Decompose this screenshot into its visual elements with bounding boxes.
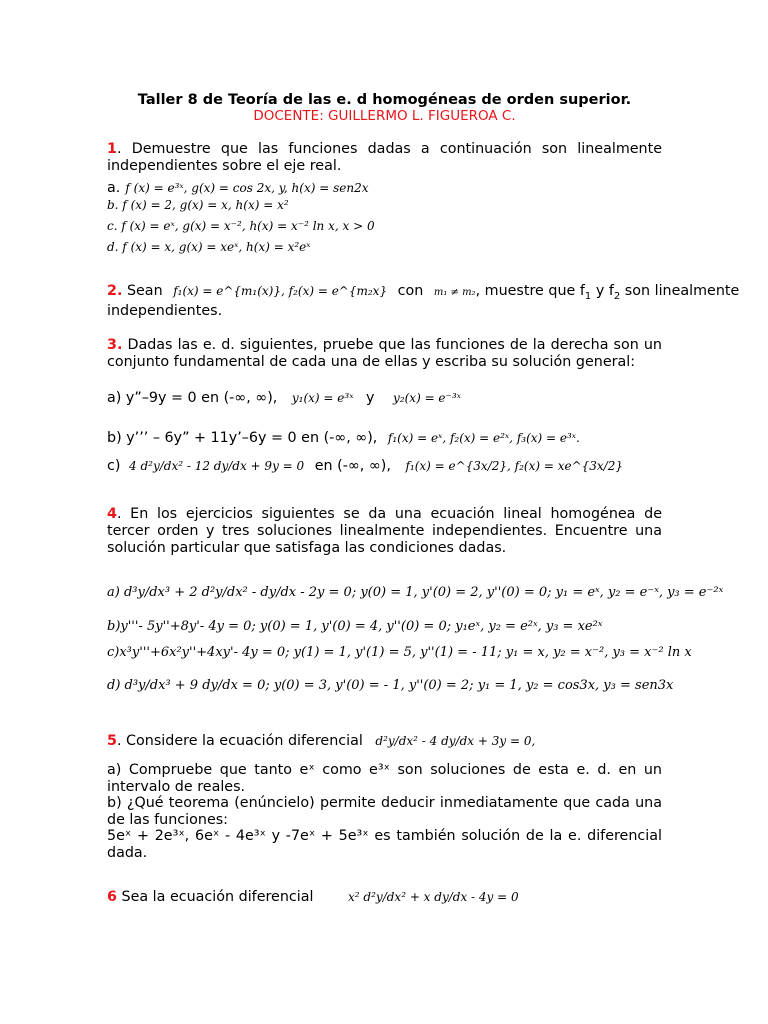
question-3 (107, 337, 662, 371)
item-y: y (366, 390, 375, 406)
question-text: Dadas las e. d. siguientes, pruebe que las funciones de la derecha son un conjunto fundamental de cada una de ellas y escriba su solución general: (107, 337, 662, 370)
item-label: c) (107, 458, 121, 474)
q3-item-a (107, 390, 461, 407)
q2-sub1: 1 (584, 290, 592, 302)
item-math-2: y₂(x) = e⁻³ˣ (393, 391, 461, 405)
item-label: a. (107, 180, 121, 196)
q5-combinations: 5eˣ + 2e³ˣ, 6eˣ - 4e³ˣ y -7eˣ + 5e³ˣ es también solución de la e. diferencial dada. (107, 828, 662, 861)
q2-rest2: y f (591, 283, 614, 299)
q2-sub2: 2 (613, 290, 621, 302)
question-number: 5 (107, 733, 117, 749)
question-number: 1 (107, 141, 117, 157)
item-math: f₁(x) = e^{3x/2}, f₂(x) = xe^{3x/2} (405, 459, 623, 473)
q1-item-d: d. f (x) = x, g(x) = xeˣ, h(x) = x²eˣ (107, 240, 311, 254)
teacher-name: DOCENTE: GUILLERMO L. FIGUEROA C. (253, 108, 516, 124)
q5-equation: d²y/dx² - 4 dy/dx + 3y = 0, (375, 734, 536, 748)
q1-item-a (107, 177, 368, 197)
question-number: 3. (107, 337, 123, 353)
item-math: y₁(x) = e³ˣ (291, 391, 354, 405)
question-6 (107, 889, 519, 906)
q2-line2: independientes. (107, 303, 223, 319)
question-5 (107, 733, 535, 750)
q4-item-c: c)x³y'''+6x²y''+4xy'- 4y = 0; y(1) = 1, y'(1) = 5, y''(1) = - 11; y₁ = x, y₂ = x⁻², y₃ = x⁻² ln x (107, 645, 692, 660)
question-text: Sean (126, 283, 163, 299)
item-math: f (x) = e³ˣ, g(x) = cos 2x, y, h(x) = sen2x (125, 181, 369, 195)
question-number: 4 (107, 506, 117, 522)
question-number: 6 (107, 889, 117, 905)
item-equation: 4 d²y/dx² - 12 dy/dx + 9y = 0 (129, 459, 305, 473)
page-title: Taller 8 de Teoría de las e. d homogéneas de orden superior. (137, 92, 632, 108)
question-text: . Demuestre que las funciones dadas a continuación son linealmente independientes sobre el eje real. (107, 141, 662, 174)
item-text: en (-∞, ∞), (314, 458, 391, 474)
q2-functions: f₁(x) = e^{m₁(x)}, f₂(x) = e^{m₂x} (173, 284, 388, 298)
question-number: 2. (107, 283, 123, 299)
q6-equation: x² d²y/dx² + x dy/dx - 4y = 0 (348, 890, 519, 904)
q4-item-b: b)y'''- 5y''+8y'- 4y = 0; y(0) = 1, y'(0) = 4, y''(0) = 0; y₁eˣ, y₂ = e²ˣ, y₃ = xe²ˣ (107, 619, 603, 634)
question-text: Sea la ecuación diferencial (116, 889, 314, 905)
q2-rest: , muestre que f (475, 283, 585, 299)
q5-item-b: b) ¿Qué teorema (enúncielo) permite deducir inmediatamente que cada una de las funciones: (107, 795, 662, 828)
question-text: . En los ejercicios siguientes se da una ecuación lineal homogénea de tercer orden y tres soluciones linealmente independientes. Encuentre una solución particular que satisfaga las condiciones dadas. (107, 506, 662, 556)
q1-item-c: c. f (x) = eˣ, g(x) = x⁻², h(x) = x⁻² ln x, x > 0 (107, 219, 375, 233)
q2-condition: m₁ ≠ m₂ (433, 287, 476, 298)
q3-item-b (107, 430, 580, 447)
item-math: f₁(x) = eˣ, f₂(x) = e²ˣ, f₃(x) = e³ˣ. (387, 431, 580, 445)
item-text: b) y’’’ – 6y” + 11y’–6y = 0 en (-∞, ∞), (107, 430, 378, 446)
q2-rest3: son linealmente (620, 283, 740, 299)
q5-item-a: a) Compruebe que tanto eˣ como e³ˣ son soluciones de esta e. d. en un intervalo de reales. (107, 762, 662, 795)
question-4 (107, 506, 662, 557)
question-1 (107, 141, 662, 175)
question-2 (107, 283, 740, 305)
q1-item-b: b. f (x) = 2, g(x) = x, h(x) = x² (107, 198, 289, 212)
q4-item-a: a) d³y/dx³ + 2 d²y/dx² - dy/dx - 2y = 0; y(0) = 1, y'(0) = 2, y''(0) = 0; y₁ = eˣ, y₂ = e⁻ˣ, y₃ = e⁻²ˣ (107, 585, 724, 600)
question-text: . Considere la ecuación diferencial (116, 733, 363, 749)
q3-item-c (107, 458, 623, 475)
q2-con: con (397, 283, 424, 299)
item-text: a) y”–9y = 0 en (-∞, ∞), (107, 390, 278, 406)
q4-item-d: d) d³y/dx³ + 9 dy/dx = 0; y(0) = 3, y'(0) = - 1, y''(0) = 2; y₁ = 1, y₂ = cos3x, y₃ = sen3x (107, 678, 674, 693)
